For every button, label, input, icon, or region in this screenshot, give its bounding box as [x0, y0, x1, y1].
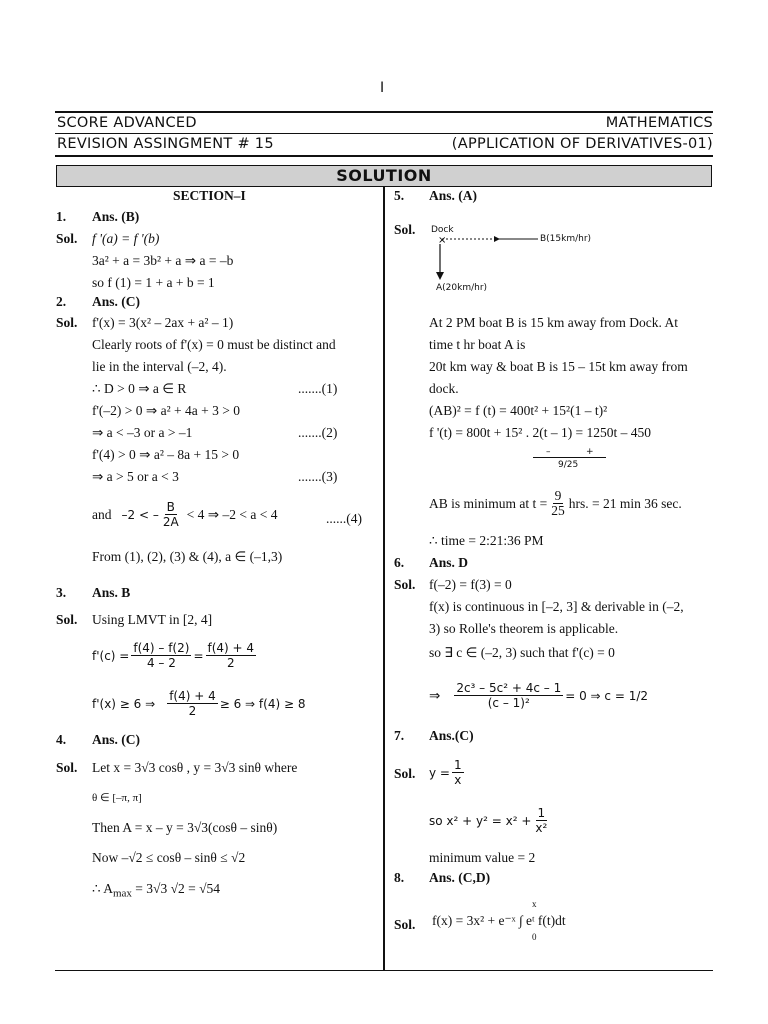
q5-frac-den: 25 [551, 503, 565, 518]
q7-y-frac [452, 758, 464, 787]
q7-y-def [429, 758, 466, 787]
q1-answer: Ans. (B) [92, 209, 140, 224]
q3-frac3-num: f(4) + 4 [169, 689, 216, 703]
header-course: SCORE ADVANCED [57, 115, 197, 131]
q6-root-eq [429, 681, 648, 710]
q4-line5a: ∴ A [92, 881, 113, 896]
q3-line3b: ≥ 6 ⇒ f(4) ≥ 8 [219, 696, 306, 711]
q2-ineq-fraction [161, 500, 181, 529]
q2-line3: lie in the interval (–2, 4). [92, 359, 227, 374]
q6-line2: f(x) is continuous in [–2, 3] & derivable in (–2, [429, 599, 684, 614]
q2-line1: f'(x) = 3(x² – 2ax + a² – 1) [92, 315, 234, 330]
q3-sol-label: Sol. [56, 612, 78, 627]
q6-implies: ⇒ [429, 687, 441, 703]
q7-line2a: so x² + y² = x² + [429, 813, 532, 828]
q4-line3: Then A = x – y = 3√3(cosθ – sinθ) [92, 820, 278, 835]
q5-number: 5. [394, 188, 405, 203]
boat-a-label: A(20km/hr) [436, 283, 488, 293]
q2-line8: ⇒ a > 5 or a < 3 [92, 469, 179, 484]
q2-line4: ∴ D > 0 ⇒ a ∈ R [92, 381, 187, 396]
sign-plus: + [586, 447, 594, 457]
q1-line3: so f (1) = 1 + a + b = 1 [92, 275, 215, 290]
q4-line5 [92, 881, 220, 900]
q5-line1: At 2 PM boat B is 15 km away from Dock. At [429, 315, 678, 330]
q4-line1: Let x = 3√3 cosθ , y = 3√3 sinθ where [92, 760, 298, 775]
q2-line6-ref: .......(2) [298, 425, 338, 440]
q6-answer: Ans. D [429, 555, 469, 570]
q3-frac2-den: 2 [226, 656, 235, 670]
q2-ineq-pre: –2 < – [121, 507, 159, 522]
q3-fc: f'(c) = [92, 648, 130, 663]
q2-inequality [92, 500, 277, 529]
header-bottom-rule [55, 155, 713, 157]
q3-line1: Using LMVT in [2, 4] [92, 612, 213, 627]
q4-answer: Ans. (C) [92, 732, 141, 747]
q3-eq: = [193, 648, 204, 663]
q1-line2: 3a² + a = 3b² + a ⇒ a = –b [92, 253, 234, 268]
column-divider [383, 187, 385, 970]
q3-lmvt-eq [92, 641, 258, 670]
dock-label: Dock [431, 225, 454, 235]
q2-line6: ⇒ a < –3 or a > –1 [92, 425, 193, 440]
q2-line4-ref: .......(1) [298, 381, 338, 396]
q5-line4: dock. [429, 381, 459, 396]
q3-frac3 [167, 689, 218, 718]
q3-line3a: f'(x) ≥ 6 ⇒ [92, 696, 156, 711]
q8-answer: Ans. (C,D) [429, 870, 491, 885]
q5-frac-num: 9 [554, 488, 562, 503]
q5-line8: ∴ time = 2:21:36 PM [429, 533, 544, 548]
q2-line10: From (1), (2), (3) & (4), a ∈ (–1,3) [92, 549, 283, 564]
q4-line5b: = 3√3 √2 = √54 [131, 881, 221, 896]
q7-y-den: x [454, 773, 462, 787]
q3-answer: Ans. B [92, 585, 131, 600]
header-topic: (APPLICATION OF DERIVATIVES-01) [451, 136, 713, 152]
q8-lower-bound: 0 [532, 932, 537, 942]
q3-frac2-num: f(4) + 4 [207, 641, 255, 655]
q2-line2: Clearly roots of f'(x) = 0 must be distinct and [92, 337, 336, 352]
q2-ineq-post: < 4 ⇒ –2 < a < 4 [186, 506, 278, 522]
q2-line8-ref: .......(3) [298, 469, 338, 484]
q2-ineq-den: 2A [162, 515, 179, 529]
q2-sol-label: Sol. [56, 315, 78, 330]
q6-frac-den: (c – 1)² [487, 696, 530, 710]
q3-frac2 [206, 641, 257, 670]
q1-line1: f '(a) = f '(b) [92, 231, 160, 246]
header-assignment: REVISION ASSINGMENT # 15 [57, 136, 274, 152]
q1-sol-label: Sol. [56, 231, 78, 246]
solution-title: SOLUTION [336, 166, 432, 185]
q4-number: 4. [56, 732, 67, 747]
q7-sol-label: Sol. [394, 766, 416, 781]
q5-line7a: AB is minimum at t = [429, 495, 548, 511]
q5-frac [549, 489, 567, 518]
q3-bound-eq [92, 689, 305, 718]
sign-critical-point: 9/25 [558, 460, 579, 470]
q2-ineq-num: B [166, 500, 175, 514]
q6-frac [454, 681, 563, 710]
q2-answer: Ans. (C) [92, 294, 141, 309]
q7-sum-num: 1 [537, 806, 546, 820]
q5-min-line [429, 489, 682, 518]
q5-line5: (AB)² = f (t) = 400t² + 15²(1 – t)² [429, 403, 608, 418]
q5-line3: 20t km way & boat B is 15 – 15t km away from [429, 359, 688, 374]
q1-number: 1. [56, 209, 67, 224]
q3-frac1-num: f(4) – f(2) [133, 641, 190, 655]
q7-line3: minimum value = 2 [429, 850, 536, 865]
q4-line4: Now –√2 ≤ cosθ – sinθ ≤ √2 [92, 850, 246, 865]
q8-line1: f(x) = 3x² + e⁻ˣ ∫ eᵗ f(t)dt [432, 913, 566, 928]
q3-number: 3. [56, 585, 67, 600]
q2-line9-ref: ......(4) [326, 511, 362, 526]
q6-line1: f(–2) = f(3) = 0 [429, 577, 512, 592]
q6-line4: so ∃ c ∈ (–2, 3) such that f'(c) = 0 [429, 645, 615, 660]
q2-line7: f'(4) > 0 ⇒ a² – 8a + 15 > 0 [92, 447, 240, 462]
q4-sol-label: Sol. [56, 760, 78, 775]
q5-line7b: hrs. = 21 min 36 sec. [568, 495, 682, 511]
q7-answer: Ans.(C) [429, 728, 474, 743]
sign-chart-line [533, 457, 606, 458]
solution-banner [56, 165, 712, 187]
q7-sum-eq [429, 806, 551, 835]
q8-number: 8. [394, 870, 405, 885]
header-top-rule [55, 111, 713, 113]
header-mid-rule [55, 133, 713, 134]
q6-line5b: = 0 ⇒ c = 1/2 [565, 688, 648, 703]
q5-answer: Ans. (A) [429, 188, 478, 203]
q5-sol-label: Sol. [394, 222, 416, 237]
header-subject: MATHEMATICS [605, 115, 713, 131]
q4-line2: θ ∈ [–π, π] [92, 792, 142, 804]
q7-y-num: 1 [453, 758, 462, 772]
q5-line2: time t hr boat A is [429, 337, 526, 352]
q6-number: 6. [394, 555, 405, 570]
q2-and: and [92, 506, 112, 522]
q3-frac3-den: 2 [188, 704, 197, 718]
svg-text:×: × [438, 235, 447, 246]
q7-y-eq: y = [429, 765, 450, 780]
q2-number: 2. [56, 294, 67, 309]
q8-upper-bound: x [532, 899, 537, 909]
q6-frac-num: 2c³ – 5c² + 4c – 1 [456, 681, 562, 695]
boat-b-label: B(15km/hr) [540, 234, 592, 244]
q6-line3: 3) so Rolle's theorem is applicable. [429, 621, 619, 636]
page-number: I [380, 80, 385, 96]
q8-sol-label: Sol. [394, 917, 416, 932]
q7-sum-frac [533, 806, 549, 835]
q3-frac1 [131, 641, 191, 670]
q4-line5-sub: max [112, 887, 132, 900]
q6-sol-label: Sol. [394, 577, 416, 592]
q7-number: 7. [394, 728, 405, 743]
q2-line5: f'(–2) > 0 ⇒ a² + 4a + 3 > 0 [92, 403, 240, 418]
section-heading: SECTION–I [173, 188, 246, 203]
q5-line6: f '(t) = 800t + 15² . 2(t – 1) = 1250t – 450 [429, 425, 652, 440]
q3-frac1-den: 4 – 2 [146, 656, 176, 670]
footer-rule [55, 970, 713, 971]
sign-minus: – [546, 447, 551, 457]
q7-sum-den: x² [535, 821, 548, 835]
